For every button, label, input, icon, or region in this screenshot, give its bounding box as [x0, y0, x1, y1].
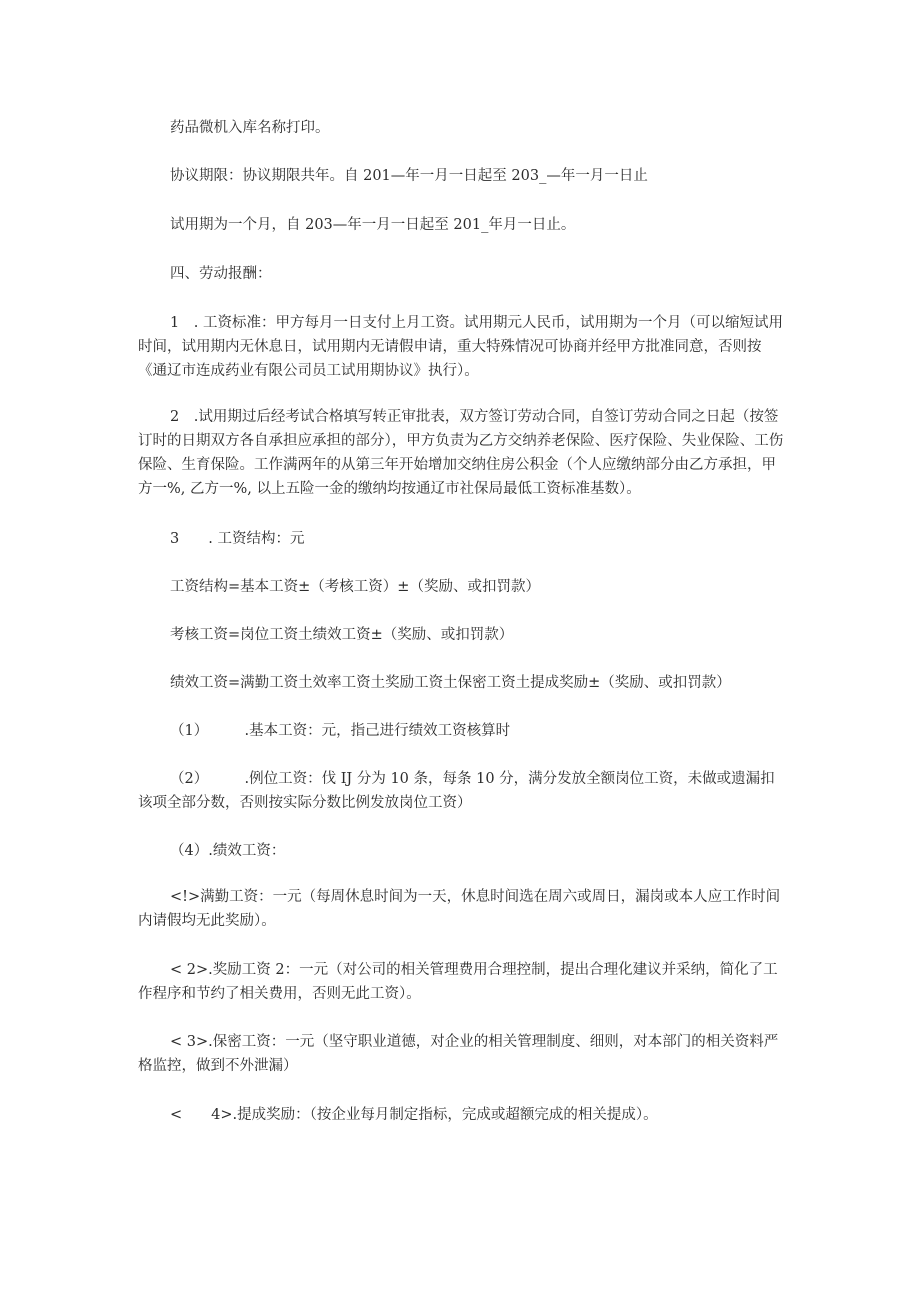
- paragraph-wage-standard: [138, 311, 788, 383]
- paragraph-wage-structure-heading: 3 . 工资结构：元: [170, 531, 305, 547]
- item-confidentiality-wage: [138, 1030, 788, 1078]
- item-performance-wage: （4）.绩效工资：: [170, 843, 286, 859]
- item-bonus-wage: [138, 958, 788, 1006]
- item-confidentiality-wage-text: < 3>.保密工资：一元（坚守职业道德，对企业的相关管理制度、细则，对本部门的相关资料严格监控，做到不外泄漏）: [138, 1034, 779, 1074]
- formula-assessment-wage: 考核工资=岗位工资土绩效工资±（奖励、或扣罚款）: [170, 627, 514, 643]
- section-heading-remuneration: 四、劳动报酬：: [170, 266, 272, 282]
- paragraph-wage-standard-text: 1 . 工资标准：甲方每月一日支付上月工资。试用期元人民币，试用期为一个月（可以缩短试用时间，试用期内无休息日，试用期内无请假申请，重大特殊情况可协商并经甲方批准同意，否则按《通辽市连成药业有限公司员工试用期协议》执行）。: [138, 315, 783, 379]
- item-position-wage: [138, 767, 788, 815]
- item-full-attendance: [138, 885, 788, 933]
- item-commission: < 4>.提成奖励：（按企业每月制定指标，完成或超额完成的相关提成）。: [170, 1107, 658, 1123]
- item-bonus-wage-text: < 2>.奖励工资 2：一元（对公司的相关管理费用合理控制，提出合理化建议并采纳，简化了工作程序和节约了相关费用，否则无此工资）。: [138, 962, 778, 1002]
- item-full-attendance-text: <!>满勤工资：一元（每周休息时间为一天，休息时间选在周六或周日，漏岗或本人应工作时间内请假均无此奖励）。: [138, 889, 781, 929]
- paragraph-after-probation: [138, 405, 788, 501]
- formula-performance-wage: 绩效工资=满勤工资土效率工资土奖励工资土保密工资土提成奖励±（奖励、或扣罚款）: [170, 675, 731, 691]
- paragraph-agreement-term: 协议期限：协议期限共年。自 201—年一月一日起至 203_—年一月一日止: [170, 168, 648, 184]
- item-basic-wage: （1） .基本工资：元，指己进行绩效工资核算时: [170, 723, 511, 739]
- formula-wage-structure: 工资结构=基本工资±（考核工资）±（奖励、或扣罚款）: [170, 579, 540, 595]
- paragraph-after-probation-text: 2 .试用期过后经考试合格填写转正审批表，双方签订劳动合同，自签订劳动合同之日起（按签订时的日期双方各自承担应承担的部分），甲方负责为乙方交纳养老保险、医疗保险、失业保险、工伤保险、生育保险。工作满两年的从第三年开始增加交纳住房公积金（个人应缴纳部分由乙方承担，甲方一%, 乙方一%, 以上五险一金的缴纳均按通辽市社保局最低工资标准基数）。: [138, 409, 784, 497]
- item-position-wage-text: （2） .例位工资：伐 IJ 分为 10 条，每条 10 分，满分发放全额岗位工资，未做或遗漏扣该项全部分数，否则按实际分数比例发放岗位工资）: [138, 771, 775, 811]
- paragraph-probation-period: 试用期为一个月，自 203—年一月一日起至 201_年月一日止。: [170, 217, 576, 233]
- paragraph-drug-entry: 药品微机入库名称打印。: [170, 120, 330, 136]
